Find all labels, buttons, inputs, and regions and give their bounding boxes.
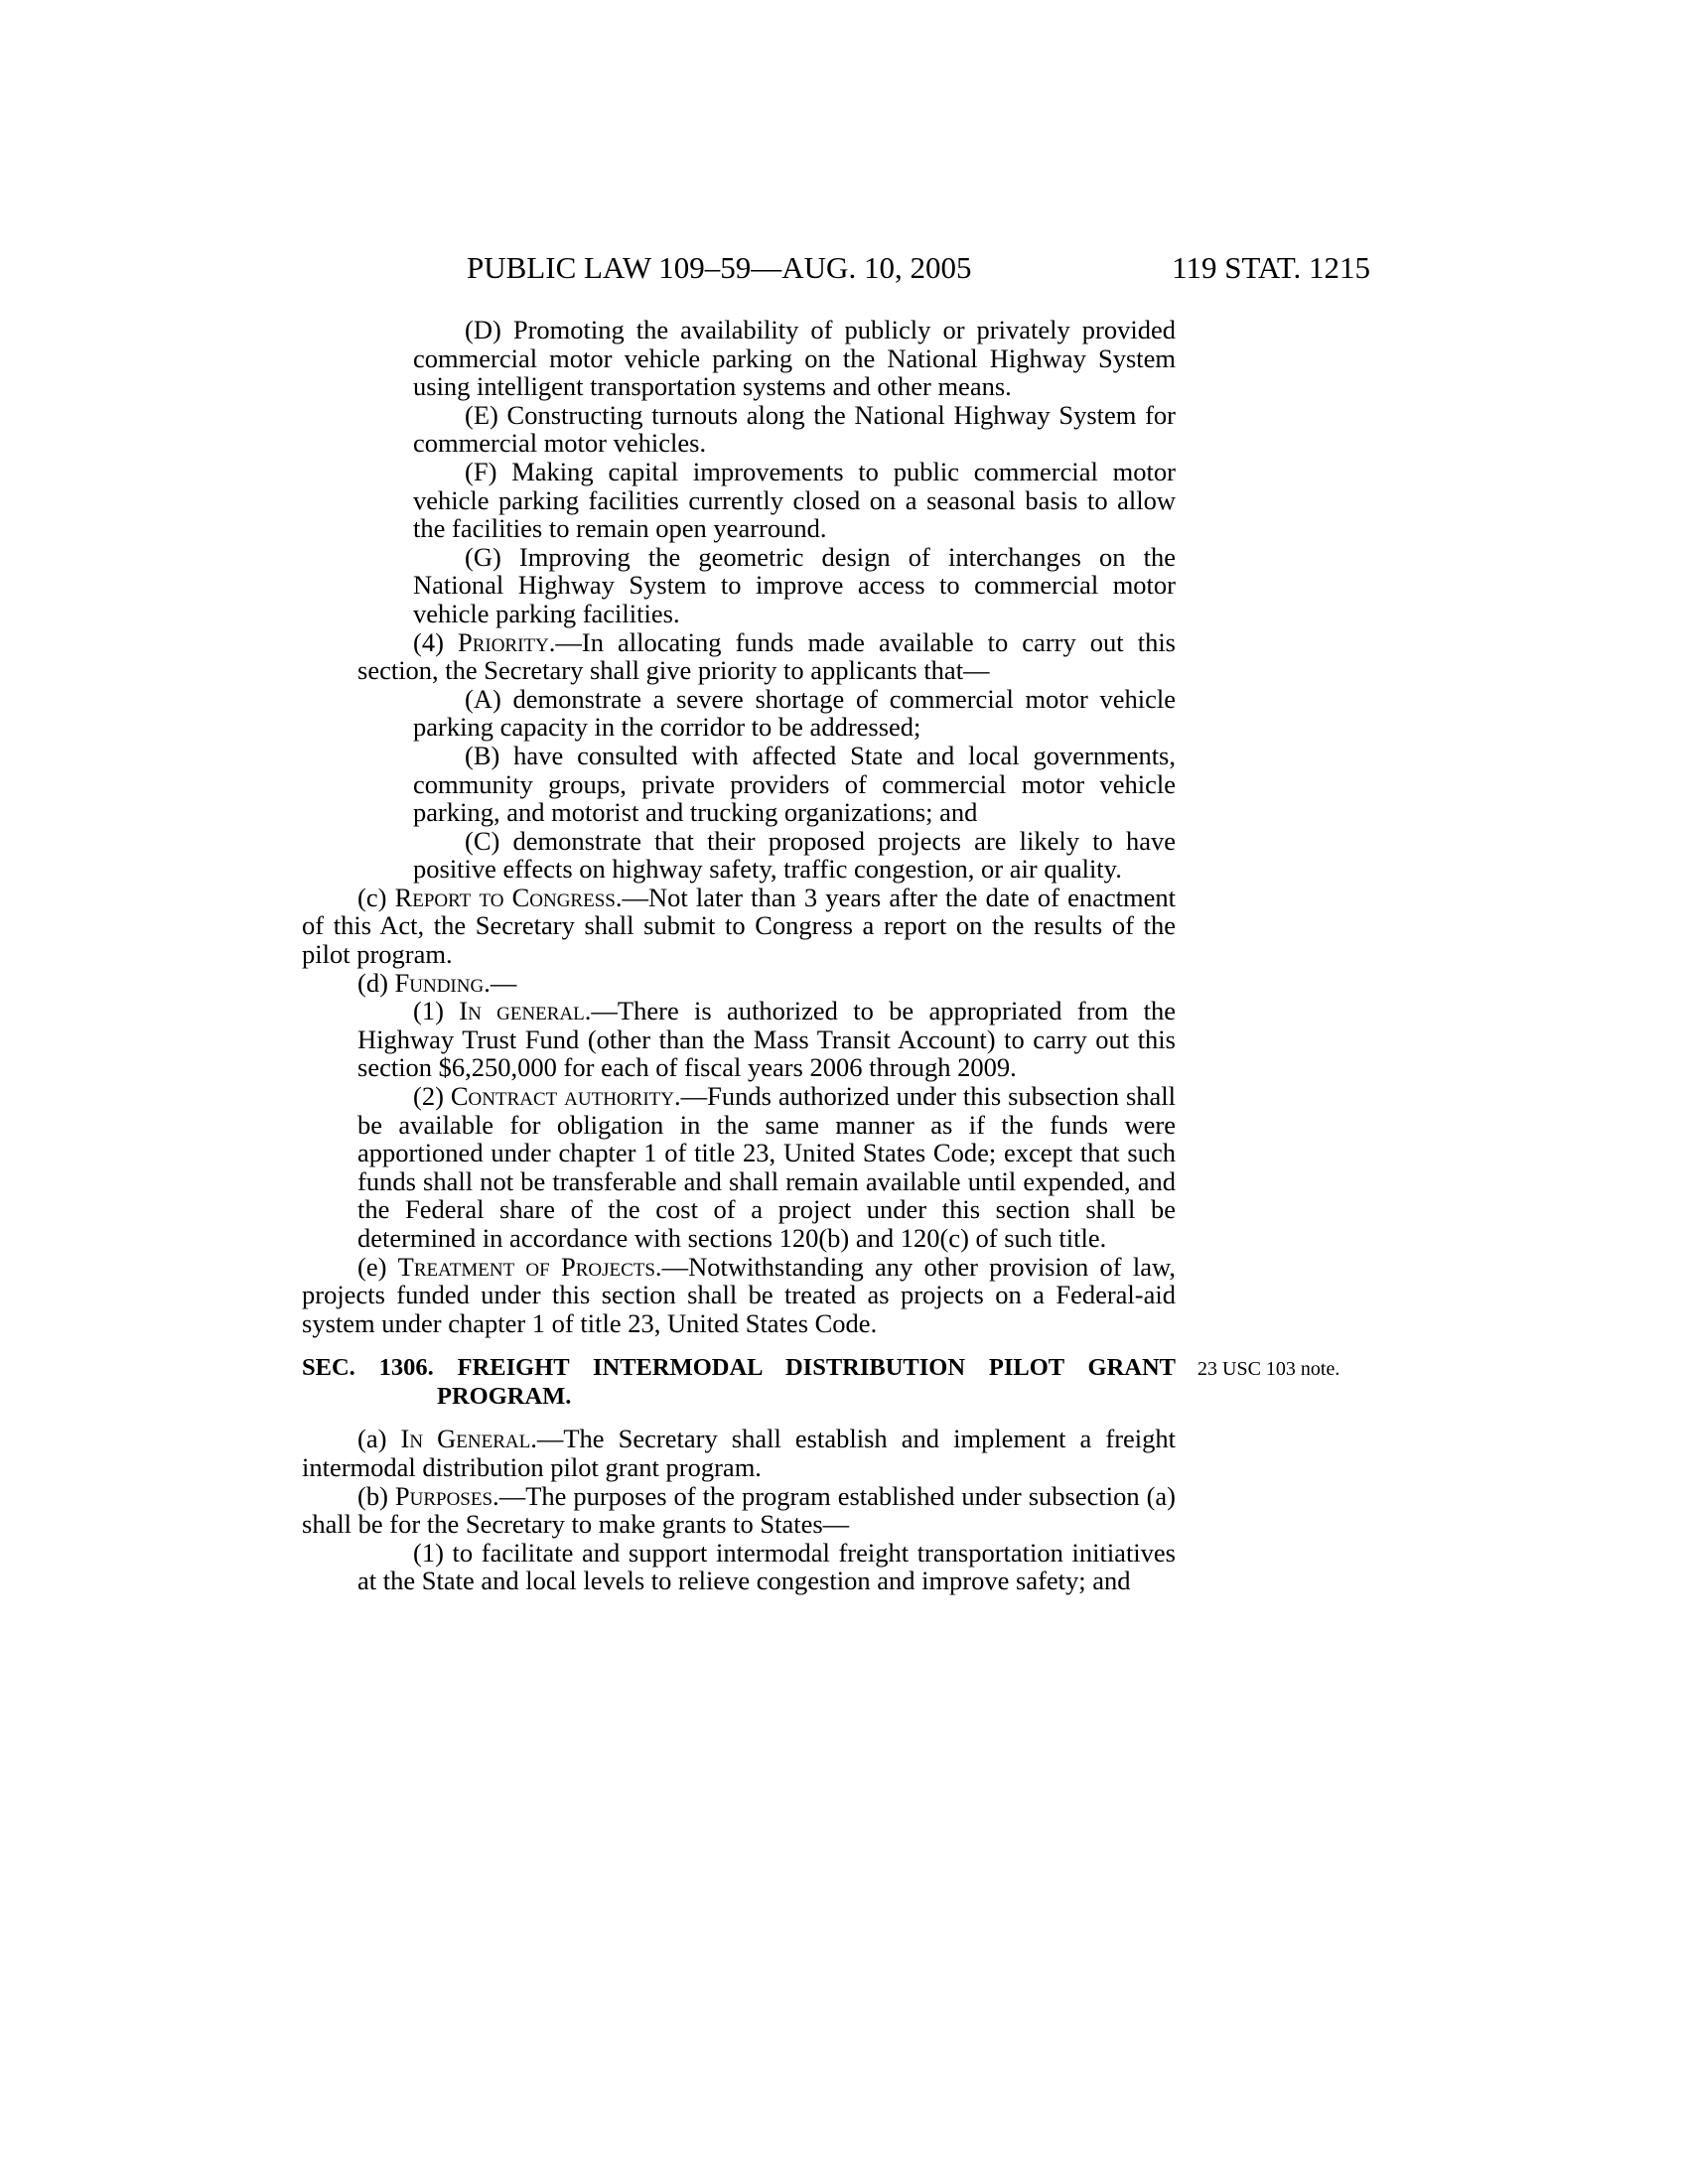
subsection-heading: Funding. — [394, 967, 491, 998]
subsection-text: —Not later than 3 years after the date of enactment of this Act, the Secretary shall submit to Congress a report on the results of the pilot program. — [302, 882, 1176, 970]
subsection-number: (e) — [357, 1251, 387, 1282]
subsection-number: (a) — [357, 1424, 387, 1454]
paragraph-text: —In allocating funds made available to carry out this section, the Secretary shall give priority to applicants that— — [357, 626, 1176, 686]
document-body — [302, 315, 1340, 1596]
subsection-text: —The Secretary shall establish and implement a freight intermodal distribution pilot grant program. — [302, 1424, 1177, 1482]
subsection-number: (d) — [357, 967, 388, 998]
subsection-text: —Notwithstanding any other provision of law, projects funded under this section shall be treated as projects on a Federal-aid system under chapter 1 of title 23, United States Code. — [302, 1251, 1177, 1338]
subsection-heading: In General. — [400, 1424, 537, 1454]
subsection-heading: Purposes. — [394, 1480, 499, 1511]
subsection-number: (b) — [357, 1480, 388, 1511]
subsection-b-purposes — [302, 1482, 1176, 1539]
subsection-c-report — [302, 884, 1176, 969]
paragraph-d2-contract — [302, 1082, 1176, 1253]
paragraph-b1: (1) to facilitate and support intermodal freight transportation initiatives at the State and local levels to relieve congestion and improve safety; and — [357, 1537, 1176, 1596]
paragraph-heading: Priority. — [457, 626, 556, 657]
paragraph-3F: (F) Making capital improvements to public commercial motor vehicle parking facilities currently closed on a seasonal basis to allow the facilities to remain open yearround. — [413, 456, 1176, 544]
paragraph-number: (4) — [413, 626, 444, 657]
subsection-number: (c) — [357, 882, 387, 912]
paragraph-heading: In general. — [459, 996, 592, 1026]
subsection-e-treatment — [302, 1253, 1176, 1338]
running-header — [467, 250, 1370, 290]
paragraph-4-priority — [302, 628, 1176, 685]
paragraph-4B: (B) have consulted with affected State and local governments, community groups, private providers of commercial motor vehicle parking, and motorist and trucking organizations; and — [413, 740, 1176, 828]
paragraph-text: —Funds authorized under this subsection shall be available for obligation in the same manner as if the funds were apportioned under chapter 1 of title 23, United States Code; except that such funds shall not be transferable and shall remain available until expended, and the Federal share of the cost of a project under this section shall be determined in accordance with sections 120(b) and 120(c) of such title. — [357, 1081, 1176, 1253]
paragraph-d1-general — [302, 997, 1176, 1082]
subsection-a-general — [302, 1425, 1176, 1481]
subsection-text: —The purposes of the program established under subsection (a) shall be for the Secretary to make grants to States— — [302, 1480, 1176, 1540]
section-heading-block — [302, 1353, 1340, 1411]
subsection-d-funding — [302, 969, 1176, 998]
paragraph-number: (2) — [413, 1081, 444, 1112]
subsection-heading: Treatment of Projects. — [397, 1251, 662, 1282]
paragraph-3G: (G) Improving the geometric design of interchanges on the National Highway System to improve access to commercial motor vehicle parking facilities. — [413, 541, 1176, 628]
paragraph-heading: Contract authority. — [450, 1081, 681, 1112]
subsection-heading: Report to Congress. — [394, 882, 623, 912]
paragraph-3E: (E) Constructing turnouts along the National Highway System for commercial motor vehicles. — [413, 399, 1176, 459]
header-stat-page: 119 STAT. 1215 — [1172, 250, 1370, 285]
paragraph-number: (1) — [413, 996, 444, 1026]
paragraph-text: —There is authorized to be appropriated from the Highway Trust Fund (other than the Mass Transit Account) to carry out this section $6,250,000 for each of fiscal years 2006 through 2009. — [357, 996, 1177, 1083]
margin-note: 23 USC 103 note. — [1197, 1358, 1340, 1381]
paragraph-3D: (D) Promoting the availability of publicly or privately provided commercial motor vehicle parking on the National Highway System using intelligent transportation systems and other means. — [413, 315, 1176, 402]
subsection-text: — — [490, 967, 517, 998]
paragraph-4C: (C) demonstrate that their proposed projects are likely to have positive effects on highway safety, traffic congestion, or air quality. — [413, 825, 1176, 885]
paragraph-4A: (A) demonstrate a severe shortage of commercial motor vehicle parking capacity in the corridor to be addressed; — [413, 683, 1176, 743]
section-heading: SEC. 1306. FREIGHT INTERMODAL DISTRIBUTION PILOT GRANT PROGRAM. — [302, 1354, 1176, 1411]
header-public-law: PUBLIC LAW 109–59—AUG. 10, 2005 — [467, 250, 972, 285]
